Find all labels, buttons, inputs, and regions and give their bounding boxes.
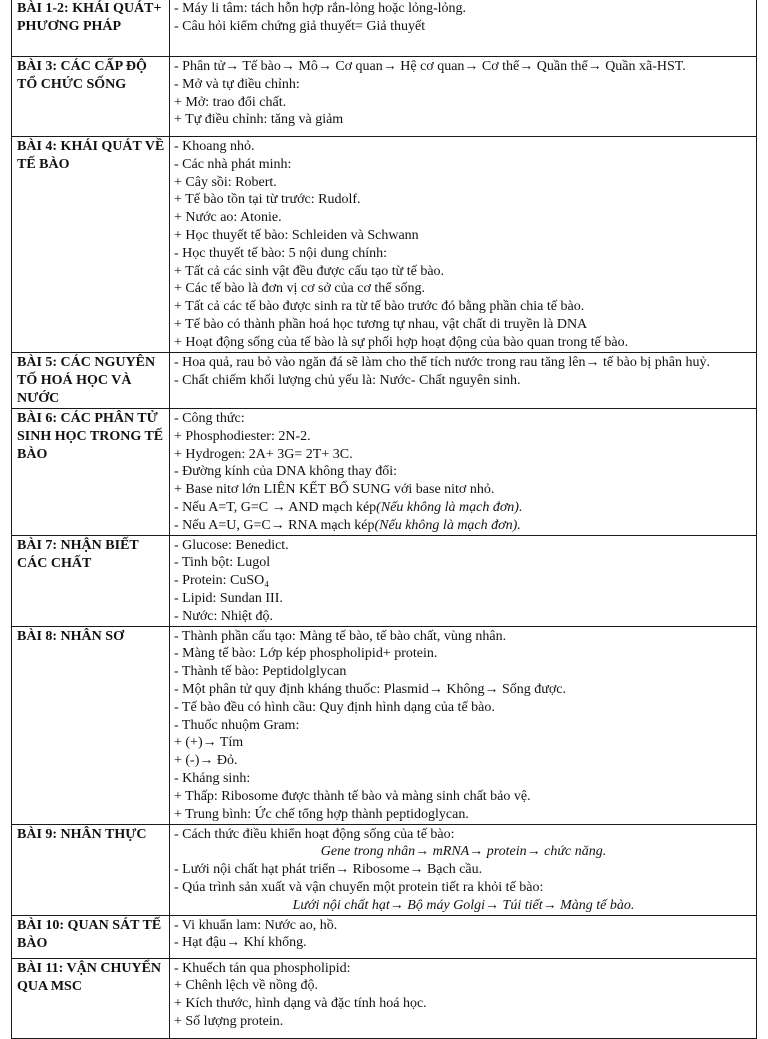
content-line-text: Gene trong nhân→ mRNA→ protein→ chức năng. xyxy=(320,844,607,860)
content-line-text: + Các tế bào là đơn vị cơ sở của cơ thể sống. xyxy=(174,281,425,297)
content-line xyxy=(174,572,753,590)
content-line xyxy=(174,316,753,334)
content-line-text: + Tế bào tồn tại từ trước: Rudolf. xyxy=(174,192,361,208)
lesson-row xyxy=(12,137,757,353)
content-line xyxy=(174,645,753,663)
content-line xyxy=(174,245,753,263)
content-line xyxy=(174,354,753,372)
content-line xyxy=(174,806,753,824)
content-line-text: - Vi khuẩn lam: Nước ao, hồ. xyxy=(174,917,338,933)
content-line xyxy=(174,608,753,626)
content-line xyxy=(174,977,753,995)
content-line-text: - Một phân tử quy định kháng thuốc: Plasmid→ Không→ Sống được. xyxy=(174,681,567,697)
content-line-text: - Khuếch tán qua phospholipid: xyxy=(174,960,351,976)
content-line xyxy=(174,76,753,94)
content-line-text: - Nếu A=T, G=C → AND mạch kép xyxy=(174,499,377,515)
lesson-heading: BÀI 4: KHÁI QUÁT VỀ TẾ BÀO xyxy=(12,137,170,353)
content-line xyxy=(174,554,753,572)
content-line xyxy=(174,681,753,699)
content-line xyxy=(174,843,753,861)
lesson-row xyxy=(12,915,757,958)
content-line xyxy=(174,298,753,316)
lesson-content xyxy=(170,958,757,1038)
content-line xyxy=(174,372,753,390)
content-line xyxy=(174,446,753,464)
content-line xyxy=(174,770,753,788)
content-line xyxy=(174,0,753,18)
content-line-text: + Tất cả các tế bào được sinh ra từ tế bào trước đó bằng phần chia tế bào. xyxy=(174,299,585,315)
content-line xyxy=(174,537,753,555)
content-line xyxy=(174,995,753,1013)
content-line xyxy=(174,263,753,281)
content-line-text: + Trung bình: Ức chế tổng hợp thành peptidoglycan. xyxy=(174,806,469,822)
content-line xyxy=(174,960,753,978)
content-line-text: - Lưới nội chất hạt phát triển→ Ribosome→ Bạch cầu. xyxy=(174,862,483,878)
lesson-heading: BÀI 8: NHÂN SƠ xyxy=(12,626,170,824)
content-line xyxy=(174,481,753,499)
lesson-content xyxy=(170,915,757,958)
content-line xyxy=(174,191,753,209)
content-line-note: (Nếu không là mạch đơn). xyxy=(374,517,521,533)
lesson-content xyxy=(170,137,757,353)
content-line-text: - Thành tế bào: Peptidolglycan xyxy=(174,664,347,680)
content-line-text: - Công thức: xyxy=(174,411,245,426)
content-line xyxy=(174,280,753,298)
content-line-text: - Hạt đậu→ Khí khổng. xyxy=(174,935,307,951)
content-line-text: - Khoang nhỏ. xyxy=(174,139,255,154)
lesson-heading: BÀI 5: CÁC NGUYÊN TỐ HOÁ HỌC VÀ NƯỚC xyxy=(12,353,170,409)
content-line-text: - Đường kính của DNA không thay đổi: xyxy=(174,464,398,480)
content-line xyxy=(174,463,753,481)
notes-table xyxy=(11,0,757,1039)
content-line-text: + Thấp: Ribosome được thành tế bào và màng sinh chất bảo vệ. xyxy=(174,788,531,804)
content-line-text: - Lipid: Sundan III. xyxy=(174,590,283,606)
content-line-text: - Glucose: Benedict. xyxy=(174,537,289,553)
content-line-text: + Học thuyết tế bào: Schleiden và Schwann xyxy=(174,227,419,243)
lesson-content xyxy=(170,535,757,626)
content-line xyxy=(174,934,753,952)
content-line xyxy=(174,663,753,681)
content-line xyxy=(174,428,753,446)
content-line xyxy=(174,717,753,735)
lesson-content xyxy=(170,57,757,137)
content-line xyxy=(174,94,753,112)
content-line xyxy=(174,734,753,752)
content-line xyxy=(174,917,753,935)
content-line xyxy=(174,699,753,717)
content-line xyxy=(174,209,753,227)
content-line-text: + Mở: trao đổi chất. xyxy=(174,94,287,110)
content-line xyxy=(174,499,753,517)
notes-table-body xyxy=(12,0,757,1038)
content-line-text: - Tế bào đều có hình cầu: Quy định hình dạng của tế bào. xyxy=(174,699,495,715)
lesson-row xyxy=(12,0,757,57)
content-line xyxy=(174,752,753,770)
content-line-text: - Máy li tâm: tách hỗn hợp rắn-lỏng hoặc lỏng-lỏng. xyxy=(174,1,467,16)
content-line-text: - Nước: Nhiệt độ. xyxy=(174,608,273,624)
lesson-row xyxy=(12,353,757,409)
content-line-text: + Chênh lệch về nồng độ. xyxy=(174,978,318,994)
lesson-row xyxy=(12,57,757,137)
content-line-text: + Kích thước, hình dạng và đặc tính hoá học. xyxy=(174,996,427,1012)
content-line xyxy=(174,410,753,428)
content-line xyxy=(174,517,753,535)
content-line-text: + Cây sồi: Robert. xyxy=(174,174,277,190)
lesson-heading: BÀI 11: VẬN CHUYỂN QUA MSC xyxy=(12,958,170,1038)
content-line xyxy=(174,897,753,915)
content-line xyxy=(174,861,753,879)
lesson-row xyxy=(12,958,757,1038)
content-line xyxy=(174,227,753,245)
content-line-text: + Số lượng protein. xyxy=(174,1013,284,1029)
content-line xyxy=(174,18,753,36)
content-line-text: + Tự điều chỉnh: tăng và giảm xyxy=(174,112,344,128)
content-line-note: (Nếu không là mạch đơn). xyxy=(376,499,523,515)
content-line xyxy=(174,879,753,897)
lesson-content xyxy=(170,409,757,536)
content-line-text: + (-)→ Đỏ. xyxy=(174,753,238,769)
content-line-text: - Màng tế bào: Lớp kép phospholipid+ protein. xyxy=(174,646,438,662)
lesson-heading: BÀI 7: NHẬN BIẾT CÁC CHẤT xyxy=(12,535,170,626)
lesson-heading: BÀI 10: QUAN SÁT TẾ BÀO xyxy=(12,915,170,958)
content-line-text: - Kháng sinh: xyxy=(174,770,251,786)
content-line-text: + Tất cả các sinh vật đều được cấu tạo từ tế bào. xyxy=(174,263,445,279)
lesson-row xyxy=(12,535,757,626)
content-line-text: - Tinh bột: Lugol xyxy=(174,555,271,571)
lesson-content xyxy=(170,824,757,915)
lesson-row xyxy=(12,824,757,915)
content-line xyxy=(174,138,753,156)
content-line-text: - Nếu A=U, G=C→ RNA mạch kép xyxy=(174,517,375,533)
content-line xyxy=(174,174,753,192)
lesson-heading: BÀI 3: CÁC CẤP ĐỘ TỔ CHỨC SỐNG xyxy=(12,57,170,137)
content-line-text: - Hoa quả, rau bỏ vào ngăn đá sẽ làm cho thể tích nước trong rau tăng lên→ tế bào bị phân huỷ. xyxy=(174,355,710,370)
content-line xyxy=(174,826,753,844)
content-line xyxy=(174,590,753,608)
content-line-text: Lưới nội chất hạt→ Bộ máy Golgi→ Túi tiết→ Màng tế bào. xyxy=(292,897,635,913)
content-line-text: + Phosphodiester: 2N-2. xyxy=(174,428,311,444)
content-line-text: - Học thuyết tế bào: 5 nội dung chính: xyxy=(174,245,388,261)
content-line xyxy=(174,334,753,352)
lesson-heading: BÀI 1-2: KHÁI QUÁT+ PHƯƠNG PHÁP xyxy=(12,0,170,57)
content-line-text: - Thuốc nhuộm Gram: xyxy=(174,717,300,733)
lesson-heading: BÀI 6: CÁC PHÂN TỬ SINH HỌC TRONG TẾ BÀO xyxy=(12,409,170,536)
content-line-text: + (+)→ Tím xyxy=(174,735,244,751)
lesson-heading: BÀI 9: NHÂN THỰC xyxy=(12,824,170,915)
lesson-content xyxy=(170,0,757,57)
lesson-content xyxy=(170,353,757,409)
lesson-row xyxy=(12,409,757,536)
content-line xyxy=(174,1013,753,1031)
content-line xyxy=(174,156,753,174)
content-line xyxy=(174,628,753,646)
lesson-content xyxy=(170,626,757,824)
content-line-text: - Chất chiếm khối lượng chủ yếu là: Nước- Chất nguyên sinh. xyxy=(174,372,521,388)
content-line xyxy=(174,111,753,129)
content-line-text: - Các nhà phát minh: xyxy=(174,156,292,172)
content-line-text: - Protein: CuSO₄ xyxy=(174,573,270,589)
content-line-text: + Nước ao: Atonie. xyxy=(174,210,282,226)
content-line-text: - Cách thức điều khiển hoạt động sống của tế bào: xyxy=(174,826,455,842)
content-line-text: + Hydrogen: 2A+ 3G= 2T+ 3C. xyxy=(174,446,353,462)
content-line xyxy=(174,58,753,76)
content-line-text: + Base nitơ lớn LIÊN KẾT BỔ SUNG với base nitơ nhỏ. xyxy=(174,482,495,498)
content-line-text: - Qúa trình sản xuất và vận chuyển một protein tiết ra khỏi tế bào: xyxy=(174,879,544,895)
lesson-row xyxy=(12,626,757,824)
content-line-text: + Hoạt động sống của tế bào là sự phối hợp hoạt động của bào quan trong tế bào. xyxy=(174,334,629,350)
content-line xyxy=(174,788,753,806)
content-line-text: - Mở và tự điều chỉnh: xyxy=(174,76,300,92)
content-line-text: - Câu hỏi kiểm chứng giả thuyết= Giả thuyết xyxy=(174,18,426,34)
content-line-text: - Thành phần cấu tạo: Màng tế bào, tế bào chất, vùng nhân. xyxy=(174,628,507,644)
content-line-text: + Tế bào có thành phần hoá học tương tự nhau, vật chất di truyền là DNA xyxy=(174,316,588,332)
content-line-text: - Phân tử→ Tế bào→ Mô→ Cơ quan→ Hệ cơ quan→ Cơ thể→ Quần thể→ Quần xã-HST. xyxy=(174,59,686,74)
